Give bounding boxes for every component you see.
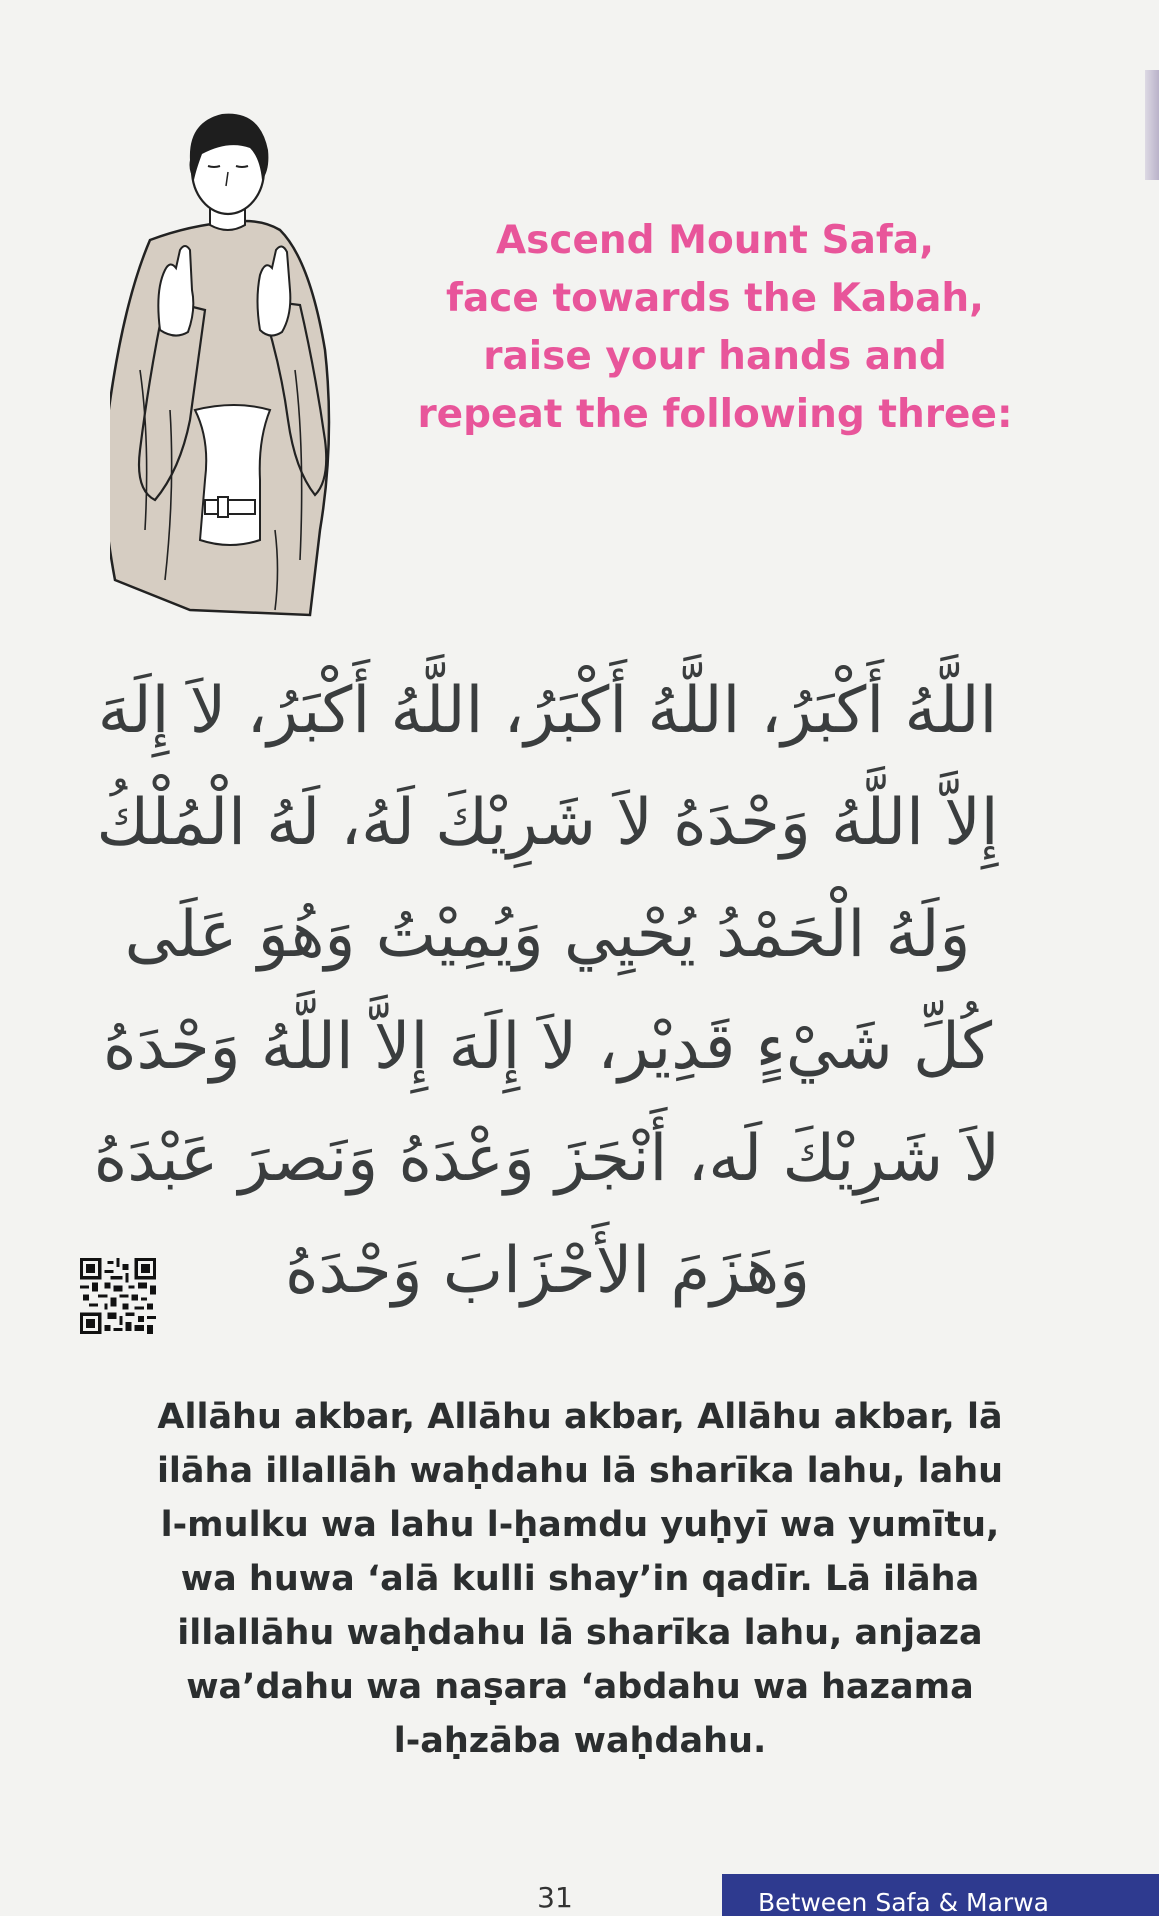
arabic-line: اللَّهُ أَكْبَرُ، اللَّهُ أَكْبَرُ، اللَّهُ أَكْبَرُ، لاَ إِلَهَ [97, 674, 998, 748]
pilgrim-illustration [110, 110, 410, 620]
arabic-line: وَلَهُ الْحَمْدُ يُحْيِي وَيُمِيْتُ وَهُوَ عَلَى [124, 898, 971, 972]
arabic-line: وَهَزَمَ الأَحْزَابَ وَحْدَهُ [284, 1234, 811, 1308]
qr-code-icon[interactable] [80, 1258, 156, 1334]
transliteration-line: l-aḥzāba waḥdahu. [393, 1721, 767, 1761]
arabic-line: إِلاَّ اللَّهُ وَحْدَهُ لاَ شَرِيْكَ لَهُ، لَهُ الْمُلْكُ [96, 786, 999, 860]
arabic-line: كُلِّ شَيْءٍ قَدِيْر، لاَ إِلَهَ إِلاَّ اللَّهُ وَحْدَهُ [102, 1010, 993, 1084]
transliteration-text [55, 1390, 1105, 1768]
transliteration-line: illallāhu waḥdahu lā sharīka lahu, anjaza [177, 1613, 983, 1653]
transliteration-line: l-mulku wa lahu l-ḥamdu yuḥyī wa yumītu, [160, 1505, 1000, 1545]
arabic-line: لاَ شَرِيْكَ لَه، أَنْجَزَ وَعْدَهُ وَنَصرَ عَبْدَهُ [93, 1122, 1000, 1196]
section-tab: Between Safa & Marwa [722, 1874, 1159, 1916]
transliteration-line: wa’dahu wa naṣara ‘abdahu wa hazama [186, 1667, 974, 1707]
instruction-line: repeat the following three: [417, 392, 1013, 437]
transliteration-line: ilāha illallāh waḥdahu lā sharīka lahu, lahu [156, 1451, 1004, 1491]
page-number: 31 [537, 1881, 573, 1914]
instruction-line: raise your hands and [483, 334, 947, 379]
page-edge [1145, 70, 1159, 180]
instruction-line: face towards the Kabah, [446, 276, 984, 321]
arabic-dua [95, 655, 1000, 1327]
transliteration-line: wa huwa ‘alā kulli shay’in qadīr. Lā ilāha [180, 1559, 980, 1599]
instruction-line: Ascend Mount Safa, [495, 218, 935, 263]
transliteration-line: Allāhu akbar, Allāhu akbar, Allāhu akbar, lā [157, 1397, 1003, 1437]
instruction-text [400, 212, 1030, 444]
